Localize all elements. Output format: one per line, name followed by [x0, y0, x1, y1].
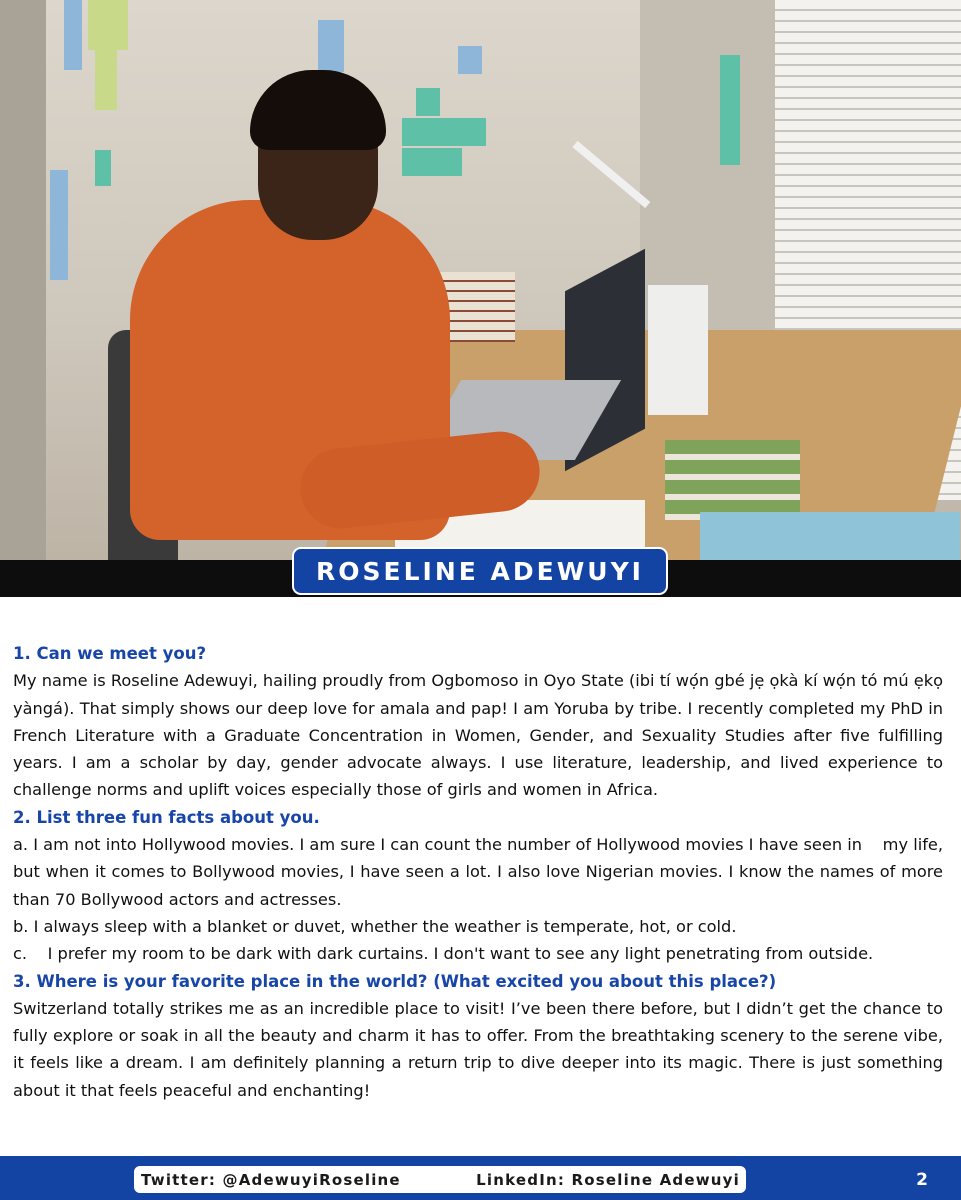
name-badge-text: ROSELINE ADEWUYI [316, 556, 644, 586]
photo-person-hair [250, 70, 386, 150]
photo-sticky-note [88, 0, 128, 50]
social-links-pill [134, 1166, 746, 1193]
question-3-answer: Switzerland totally strikes me as an incredible place to visit! I’ve been there before, but I didn’t get the chance to fully explore or soak in all the beauty and charm it has to offer. From the breathtaking scenery to the serene vibe, it feels like a dream. I am definitely planning a return trip to dive deeper into its magic. There is just something about it that feels peaceful and enchanting! [13, 998, 943, 1100]
photo-sticky-note [95, 50, 117, 110]
photo-sticky-note [50, 170, 68, 280]
page-number: 2 [916, 1169, 928, 1190]
photo-wall-left [0, 0, 46, 560]
photo-sticky-note [318, 20, 344, 72]
photo-sticky-note [402, 148, 462, 176]
question-3-heading: 3. Where is your favorite place in the world? (What excited you about this place?) [13, 971, 777, 991]
question-1-heading: 1. Can we meet you? [13, 644, 207, 663]
photo-stand [648, 285, 708, 415]
photo-sticky-note [416, 88, 440, 116]
photo-desk-lamp [572, 141, 650, 208]
twitter-handle: Twitter: @AdewuyiRoseline [141, 1170, 401, 1189]
photo-book-stack [665, 440, 800, 520]
profile-photo [0, 0, 961, 560]
question-1-answer: My name is Roseline Adewuyi, hailing proudly from Ogbomoso in Oyo State (ibi tí wọ́n gbé jẹ ọkà kí wọ́n tó mú ẹkọ yàngá). That simply shows our deep love for amala and pap! I am Yoruba by tribe. I recently completed my PhD in French Literature with a Graduate Concentration in Women, Gender, and Sexuality Studies after five fulfilling years. I am a scholar by day, gender advocate always. I use literature, leadership, and lived experience to challenge norms and uplift voices especially those of girls and women in Africa. [13, 671, 943, 800]
fun-fact-a: a. I am not into Hollywood movies. I am sure I can count the number of Hollywood movies I have seen in my life, but when it comes to Bollywood movies, I have seen a lot. I also love Nigerian movies. I know the names of more than 70 Bollywood actors and actresses. [13, 835, 949, 909]
linkedin-handle: LinkedIn: Roseline Adewuyi [476, 1170, 740, 1189]
photo-notebook [700, 512, 960, 560]
article-body [13, 640, 949, 1104]
fun-fact-b: b. I always sleep with a blanket or duvet, whether the weather is temperate, hot, or cold. [13, 916, 737, 936]
photo-sticky-note [458, 46, 482, 74]
name-badge [292, 547, 668, 595]
photo-sticky-note [95, 150, 111, 186]
photo-sticky-note [720, 55, 740, 165]
photo-sticky-note [402, 118, 462, 146]
fun-fact-c: c. I prefer my room to be dark with dark curtains. I don't want to see any light penetrating from outside. [13, 944, 874, 964]
photo-sticky-note [64, 0, 82, 70]
question-2-heading: 2. List three fun facts about you. [13, 807, 320, 827]
photo-sticky-note [462, 118, 486, 146]
